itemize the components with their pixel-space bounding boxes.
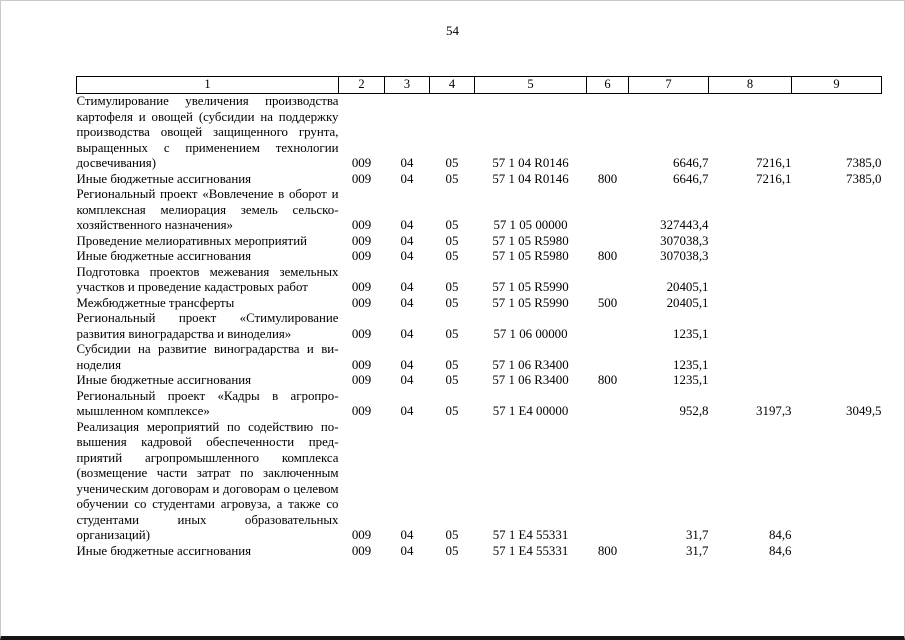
column-header: 7: [629, 77, 709, 94]
value-cell: 800: [597, 543, 618, 558]
value-cell: 009: [351, 528, 372, 542]
value-cell: 05: [445, 218, 459, 232]
value-cell: 04: [400, 156, 414, 170]
value-cell: 04: [400, 404, 414, 418]
value-cell: 57 1 06 R3400: [492, 357, 569, 372]
value-cell: 04: [400, 528, 414, 542]
column-header: 5: [475, 77, 587, 94]
value-cell: 04: [400, 171, 414, 186]
table-row: [77, 296, 882, 312]
program-name-cell: Иные бюджетные ассигнования: [76, 543, 252, 558]
value-cell: [792, 420, 882, 544]
program-name-cell: Межбюджетные трансферты: [76, 295, 235, 310]
value-cell: 57 1 E4 00000: [492, 404, 569, 418]
value-cell: 307038,3: [660, 233, 709, 248]
value-cell: 009: [351, 295, 372, 310]
value-cell: 800: [597, 249, 618, 263]
table-body: [77, 94, 882, 560]
value-cell: 57 1 E4 55331: [492, 543, 569, 558]
value-cell: [709, 296, 792, 312]
value-cell: 800: [597, 373, 618, 387]
column-header: 9: [792, 77, 882, 94]
value-cell: [792, 234, 882, 250]
value-cell: 04: [400, 218, 414, 232]
value-cell: 05: [445, 171, 459, 186]
value-cell: [587, 311, 629, 342]
value-cell: 04: [400, 357, 414, 372]
table-row: [77, 373, 882, 389]
program-name-cell: Проведение мелиоративных мероприятий: [76, 233, 307, 248]
program-name-cell: Реализация мероприятий по содействию повышения кадровой обеспеченности предприятий агропромышленного комплекса (возмещение части затрат по заключенным ученическим договорам и договорам о целевом обучении со студентами агровуза, а также со студентами иных образовательных организаций): [76, 419, 339, 542]
column-header: 4: [430, 77, 475, 94]
program-name-cell: Региональный проект «Стимулирование развития виноградарства и виноделия»: [76, 311, 339, 341]
program-name-cell: Подготовка проектов межевания земельных участков и проведение кадастровых работ: [76, 264, 339, 294]
value-cell: [709, 249, 792, 265]
value-cell: 04: [400, 326, 414, 341]
program-name-cell: Иные бюджетные ассигнования: [76, 373, 252, 387]
value-cell: [587, 342, 629, 373]
program-name-cell: Субсидии на развитие виноградарства и виноделия: [76, 342, 339, 372]
value-cell: 04: [400, 233, 414, 248]
value-cell: 20405,1: [666, 280, 709, 294]
table-row: [77, 420, 882, 544]
value-cell: 57 1 05 R5990: [492, 295, 569, 310]
value-cell: 31,7: [685, 528, 709, 542]
value-cell: [792, 311, 882, 342]
value-cell: 7385,0: [846, 156, 882, 170]
value-cell: 05: [445, 249, 459, 263]
value-cell: 05: [445, 357, 459, 372]
column-header: 3: [385, 77, 430, 94]
value-cell: 009: [351, 171, 372, 186]
value-cell: 307038,3: [660, 249, 709, 263]
value-cell: 31,7: [685, 543, 709, 558]
column-header: 8: [709, 77, 792, 94]
value-cell: [792, 249, 882, 265]
value-cell: 84,6: [768, 528, 792, 542]
value-cell: [587, 94, 629, 172]
value-cell: [587, 234, 629, 250]
value-cell: 009: [351, 326, 372, 341]
program-name-cell: Стимулирование увеличения производства картофеля и овощей (субсидии на поддержку производства овощей защищенного грунта, выращенных с применением технологии досвечивания): [76, 94, 339, 170]
program-name-cell: Региональный проект «Кадры в агропромышленном комплексе»: [76, 388, 339, 418]
table-row: [77, 342, 882, 373]
value-cell: 05: [445, 404, 459, 418]
value-cell: [587, 187, 629, 234]
value-cell: 009: [351, 373, 372, 387]
value-cell: 952,8: [679, 404, 709, 418]
table-row: [77, 389, 882, 420]
value-cell: [792, 544, 882, 560]
value-cell: 05: [445, 156, 459, 170]
value-cell: 009: [351, 156, 372, 170]
value-cell: 009: [351, 357, 372, 372]
value-cell: 7216,1: [756, 156, 792, 170]
value-cell: [792, 265, 882, 296]
value-cell: 009: [351, 404, 372, 418]
value-cell: 20405,1: [666, 295, 709, 310]
table-row: [77, 311, 882, 342]
value-cell: 04: [400, 249, 414, 263]
column-header: 1: [77, 77, 339, 94]
table-header: [77, 77, 882, 94]
value-cell: 57 1 05 R5990: [492, 280, 569, 294]
value-cell: 009: [351, 543, 372, 558]
value-cell: 009: [351, 249, 372, 263]
value-cell: 57 1 06 00000: [493, 326, 568, 341]
value-cell: 57 1 05 R5980: [492, 249, 569, 263]
value-cell: 05: [445, 280, 459, 294]
value-cell: 05: [445, 295, 459, 310]
value-cell: 7385,0: [846, 171, 882, 186]
value-cell: [709, 311, 792, 342]
value-cell: 6646,7: [673, 156, 709, 170]
value-cell: [792, 187, 882, 234]
value-cell: [709, 234, 792, 250]
table-header-row: [77, 77, 882, 94]
value-cell: 1235,1: [673, 326, 709, 341]
value-cell: 3197,3: [756, 404, 792, 418]
table-row: [77, 544, 882, 560]
column-header: 6: [587, 77, 629, 94]
value-cell: [792, 373, 882, 389]
value-cell: 800: [597, 171, 618, 186]
page-number: 54: [446, 23, 459, 38]
value-cell: [587, 265, 629, 296]
value-cell: 327443,4: [660, 218, 709, 232]
value-cell: 04: [400, 373, 414, 387]
value-cell: 04: [400, 280, 414, 294]
value-cell: 57 1 05 R5980: [492, 233, 569, 248]
table-row: [77, 234, 882, 250]
value-cell: 009: [351, 218, 372, 232]
value-cell: 3049,5: [846, 404, 882, 418]
value-cell: [709, 342, 792, 373]
value-cell: 1235,1: [673, 373, 709, 387]
value-cell: 05: [445, 373, 459, 387]
value-cell: 84,6: [768, 543, 792, 558]
value-cell: [587, 420, 629, 544]
value-cell: [709, 373, 792, 389]
table-row: [77, 94, 882, 172]
table-row: [77, 187, 882, 234]
table-row: [77, 249, 882, 265]
value-cell: 05: [445, 543, 459, 558]
value-cell: 57 1 E4 55331: [492, 528, 569, 542]
value-cell: 500: [597, 295, 618, 310]
table-row: [77, 265, 882, 296]
value-cell: 57 1 04 R0146: [492, 171, 569, 186]
value-cell: [792, 296, 882, 312]
value-cell: 7216,1: [756, 171, 792, 186]
value-cell: 05: [445, 326, 459, 341]
value-cell: [792, 342, 882, 373]
value-cell: 04: [400, 543, 414, 558]
value-cell: 57 1 06 R3400: [492, 373, 569, 387]
program-name-cell: Региональный проект «Вовлечение в оборот и комплексная мелиорация земель сельскохозяйственного назначения»: [76, 187, 339, 232]
value-cell: [709, 265, 792, 296]
value-cell: [709, 187, 792, 234]
column-header: 2: [339, 77, 385, 94]
budget-table: [76, 76, 882, 559]
program-name-cell: Иные бюджетные ассигнования: [76, 171, 252, 186]
value-cell: 009: [351, 280, 372, 294]
value-cell: 57 1 04 R0146: [492, 156, 569, 170]
value-cell: [587, 389, 629, 420]
value-cell: 009: [351, 233, 372, 248]
value-cell: 6646,7: [673, 171, 709, 186]
table-row: [77, 172, 882, 188]
value-cell: 05: [445, 528, 459, 542]
value-cell: 57 1 05 00000: [493, 218, 568, 232]
value-cell: 05: [445, 233, 459, 248]
program-name-cell: Иные бюджетные ассигнования: [76, 249, 252, 263]
value-cell: 1235,1: [673, 357, 709, 372]
value-cell: 04: [400, 295, 414, 310]
